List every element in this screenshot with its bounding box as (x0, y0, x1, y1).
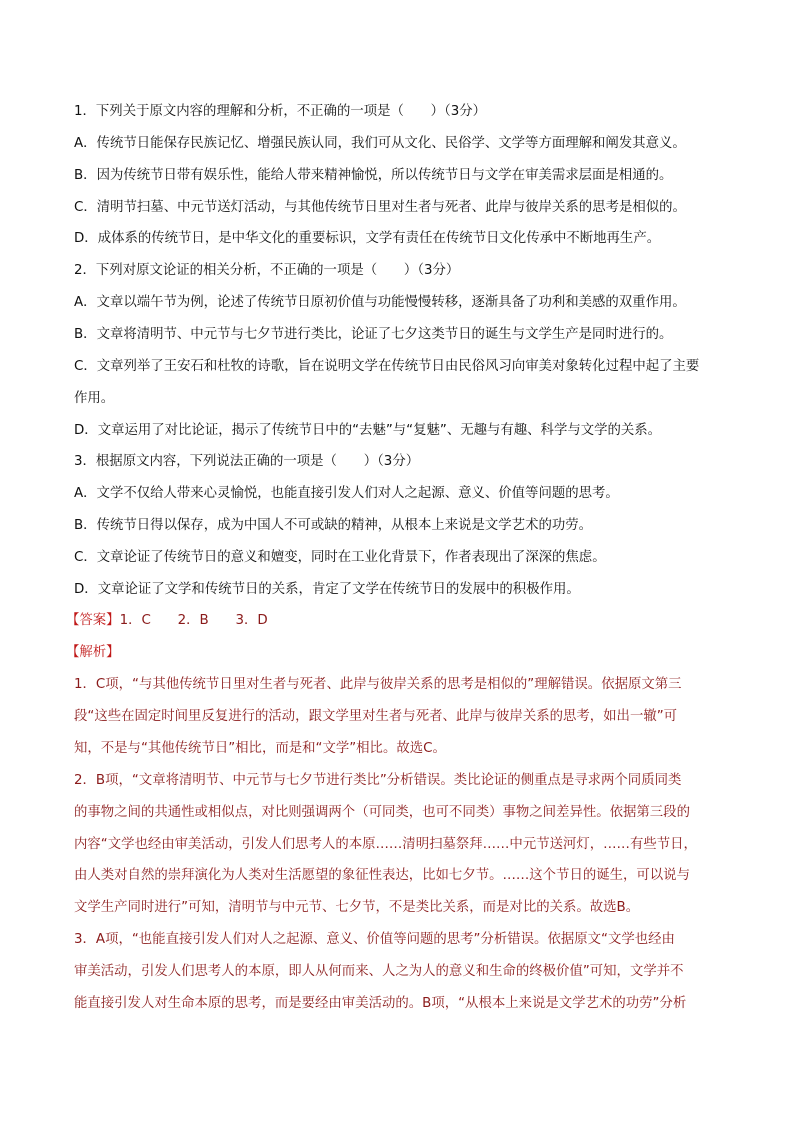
question-2-option-b: B．文章将清明节、中元节与七夕节进行类比，论证了七夕这类节日的诞生与文学生产是同时进行的。 (74, 327, 673, 342)
answer-line (66, 611, 726, 631)
question-1-stem: 1．下列关于原文内容的理解和分析，不正确的一项是（ ）（3分） (74, 104, 487, 119)
analysis-line: 2．B项，“文章将清明节、中元节与七夕节进行类比”分析错误。类比论证的侧重点是寻求两个同质同类 (74, 773, 682, 788)
question-3-option-a: A．文学不仅给人带来心灵愉悦，也能直接引发人们对人之起源、意义、价值等问题的思考。 (74, 486, 619, 501)
answer-label: 【答案】 (66, 613, 120, 628)
analysis-line: 的事物之间的共通性或相似点，对比则强调两个（可同类，也可不同类）事物之间差异性。依据第三段的 (74, 805, 690, 820)
question-3-option-d: D．文章论证了文学和传统节日的关系，肯定了文学在传统节日的发展中的积极作用。 (74, 582, 580, 597)
question-2-option-c-continued: 作用。 (74, 391, 115, 406)
question-2-stem: 2．下列对原文论证的相关分析，不正确的一项是（ ）（3分） (74, 263, 460, 278)
analysis-line: 内容“文学也经由审美活动，引发人们思考人的本原……清明扫墓祭拜……中元节送河灯，……有些节日， (74, 837, 697, 852)
question-2-option-d: D．文章运用了对比论证，揭示了传统节日中的“去魅”与“复魅”、无趣与有趣、科学与文学的关系。 (74, 423, 662, 438)
question-2-option-c: C．文章列举了王安石和杜牧的诗歌，旨在说明文学在传统节日由民俗风习向审美对象转化过程中起了主要 (74, 359, 700, 374)
analysis-label: 【解析】 (66, 645, 120, 660)
analysis-line: 审美活动，引发人们思考人的本原，即人从何而来、人之为人的意义和生命的终极价值”可知，文学并不 (74, 964, 684, 979)
analysis-line: 文学生产同时进行”可知，清明节与中元节、七夕节，不是类比关系，而是对比的关系。故选B。 (74, 900, 640, 915)
analysis-line: 能直接引发人对生命本原的思考，而是要经由审美活动的。B项，“从根本上来说是文学艺术的功劳”分析 (74, 996, 687, 1011)
answer-text: 1．C 2．B 3．D (119, 613, 268, 628)
question-3-option-b: B．传统节日得以保存，成为中国人不可或缺的精神，从根本上来说是文学艺术的功劳。 (74, 518, 593, 533)
analysis-line: 1．C项，“与其他传统节日里对生者与死者、此岸与彼岸关系的思考是相似的”理解错误。依据原文第三 (74, 677, 682, 692)
analysis-line: 3．A项，“也能直接引发人们对人之起源、意义、价值等问题的思考”分析错误。依据原文“文学也经由 (74, 932, 675, 947)
question-1-option-d: D．成体系的传统节日，是中华文化的重要标识，文学有责任在传统节日文化传承中不断地再生产。 (74, 231, 661, 246)
question-1-option-c: C．清明节扫墓、中元节送灯活动，与其他传统节日里对生者与死者、此岸与彼岸关系的思考是相似的。 (74, 200, 686, 215)
question-1-option-a: A．传统节日能保存民族记忆、增强民族认同，我们可从文化、民俗学、文学等方面理解和阐发其意义。 (74, 136, 686, 151)
question-3-stem: 3．根据原文内容，下列说法正确的一项是（ ）（3分） (74, 454, 420, 469)
question-3-option-c: C．文章论证了传统节日的意义和嬗变，同时在工业化背景下，作者表现出了深深的焦虑。 (74, 550, 606, 565)
analysis-line: 由人类对自然的崇拜演化为人类对生活愿望的象征性表达，比如七夕节。……这个节日的诞生，可以说与 (74, 868, 690, 883)
analysis-line: 知，不是与“其他传统节日”相比，而是和“文学”相比。故选C。 (74, 741, 446, 756)
analysis-line: 段“这些在固定时间里反复进行的活动，跟文学里对生者与死者、此岸与彼岸关系的思考，如出一辙”可 (74, 709, 678, 724)
analysis-label-line (66, 643, 726, 663)
question-2-option-a: A．文章以端午节为例，论述了传统节日原初价值与功能慢慢转移，逐渐具备了功利和美感的双重作用。 (74, 295, 686, 310)
question-1-option-b: B．因为传统节日带有娱乐性，能给人带来精神愉悦，所以传统节日与文学在审美需求层面是相通的。 (74, 168, 673, 183)
